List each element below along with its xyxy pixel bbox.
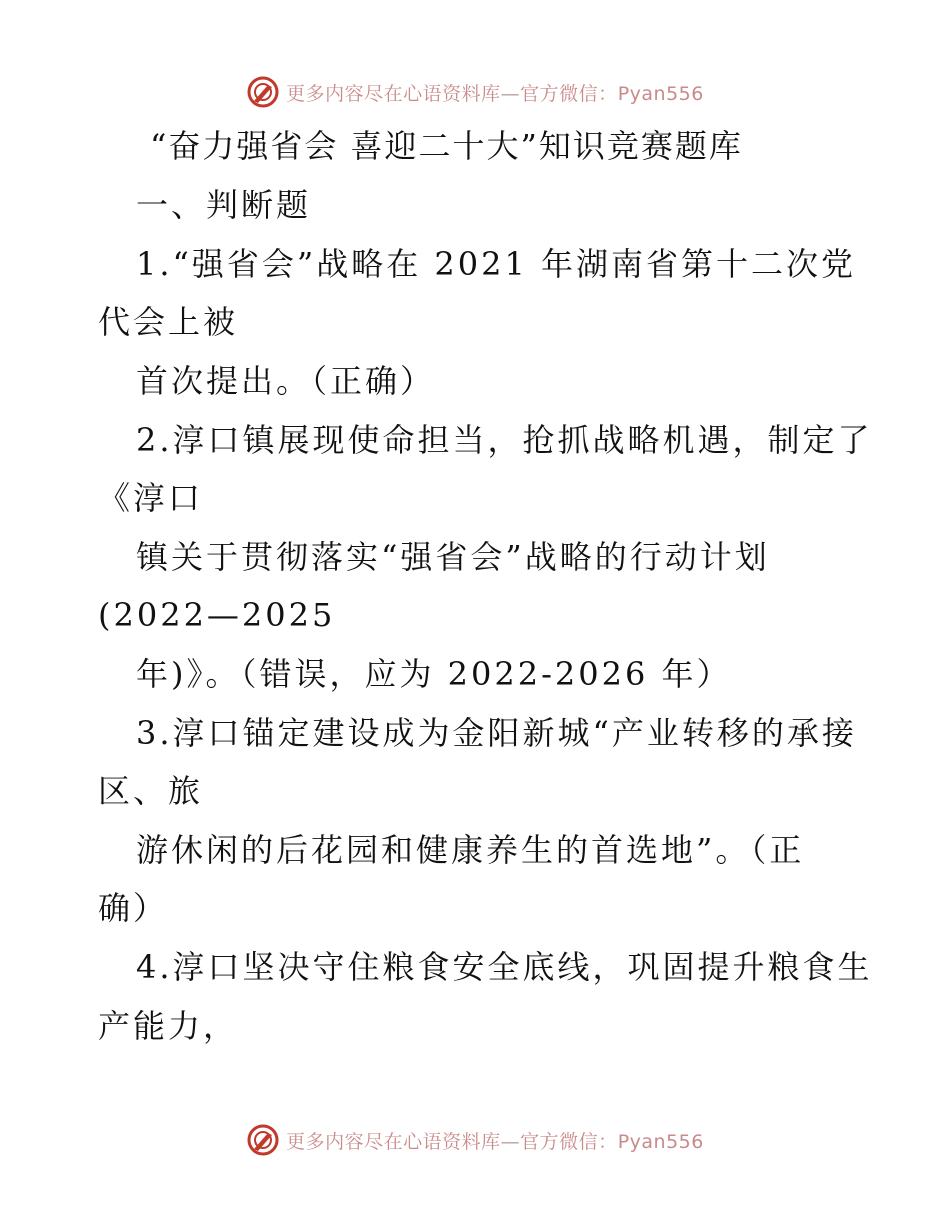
- watermark-text: [286, 79, 704, 106]
- text-line: 代会上被: [98, 303, 239, 341]
- text-line: (2022—2025: [98, 596, 336, 634]
- text-line: 镇关于贯彻落实“强省会”战略的行动计划: [136, 538, 770, 576]
- header-watermark: [0, 72, 950, 112]
- text-line: 《淳口: [98, 479, 204, 517]
- footer-watermark: [0, 1120, 950, 1160]
- text-line: 首次提出。（正确）: [136, 362, 436, 400]
- section-heading: 一、判断题: [136, 186, 312, 224]
- text-line: 区、旅: [98, 772, 204, 810]
- watermark-main: 更多内容尽在心语资料库: [286, 82, 501, 105]
- document-title: “奋力强省会 喜迎二十大”知识竞赛题库: [150, 127, 743, 165]
- watermark-main: 更多内容尽在心语资料库: [286, 1130, 501, 1153]
- watermark-suffix: 官方微信：: [520, 82, 618, 105]
- watermark-suffix: 官方微信：: [520, 1130, 618, 1153]
- text-line: 确）: [98, 889, 169, 927]
- text-line: 2.淳口镇展现使命担当，抢抓战略机遇，制定了: [136, 421, 873, 459]
- watermark-id: Pyan556: [617, 82, 704, 105]
- text-line: 1.“强省会”战略在 2021 年湖南省第十二次党: [136, 245, 857, 283]
- text-line: 年)》。（错误，应为 2022-2026 年）: [136, 655, 732, 693]
- watermark-text: [286, 1127, 704, 1154]
- watermark-separator: —: [500, 1130, 521, 1153]
- brand-logo-icon: [246, 75, 280, 109]
- brand-logo-icon: [246, 1123, 280, 1157]
- watermark-separator: —: [500, 82, 521, 105]
- text-line: 游休闲的后花园和健康养生的首选地”。（正: [136, 831, 805, 869]
- text-line: 4.淳口坚决守住粮食安全底线，巩固提升粮食生: [136, 948, 873, 986]
- text-line: 3.淳口锚定建设成为金阳新城“产业转移的承接: [136, 714, 857, 752]
- watermark-id: Pyan556: [617, 1130, 704, 1153]
- text-line: 产能力，: [98, 1007, 239, 1045]
